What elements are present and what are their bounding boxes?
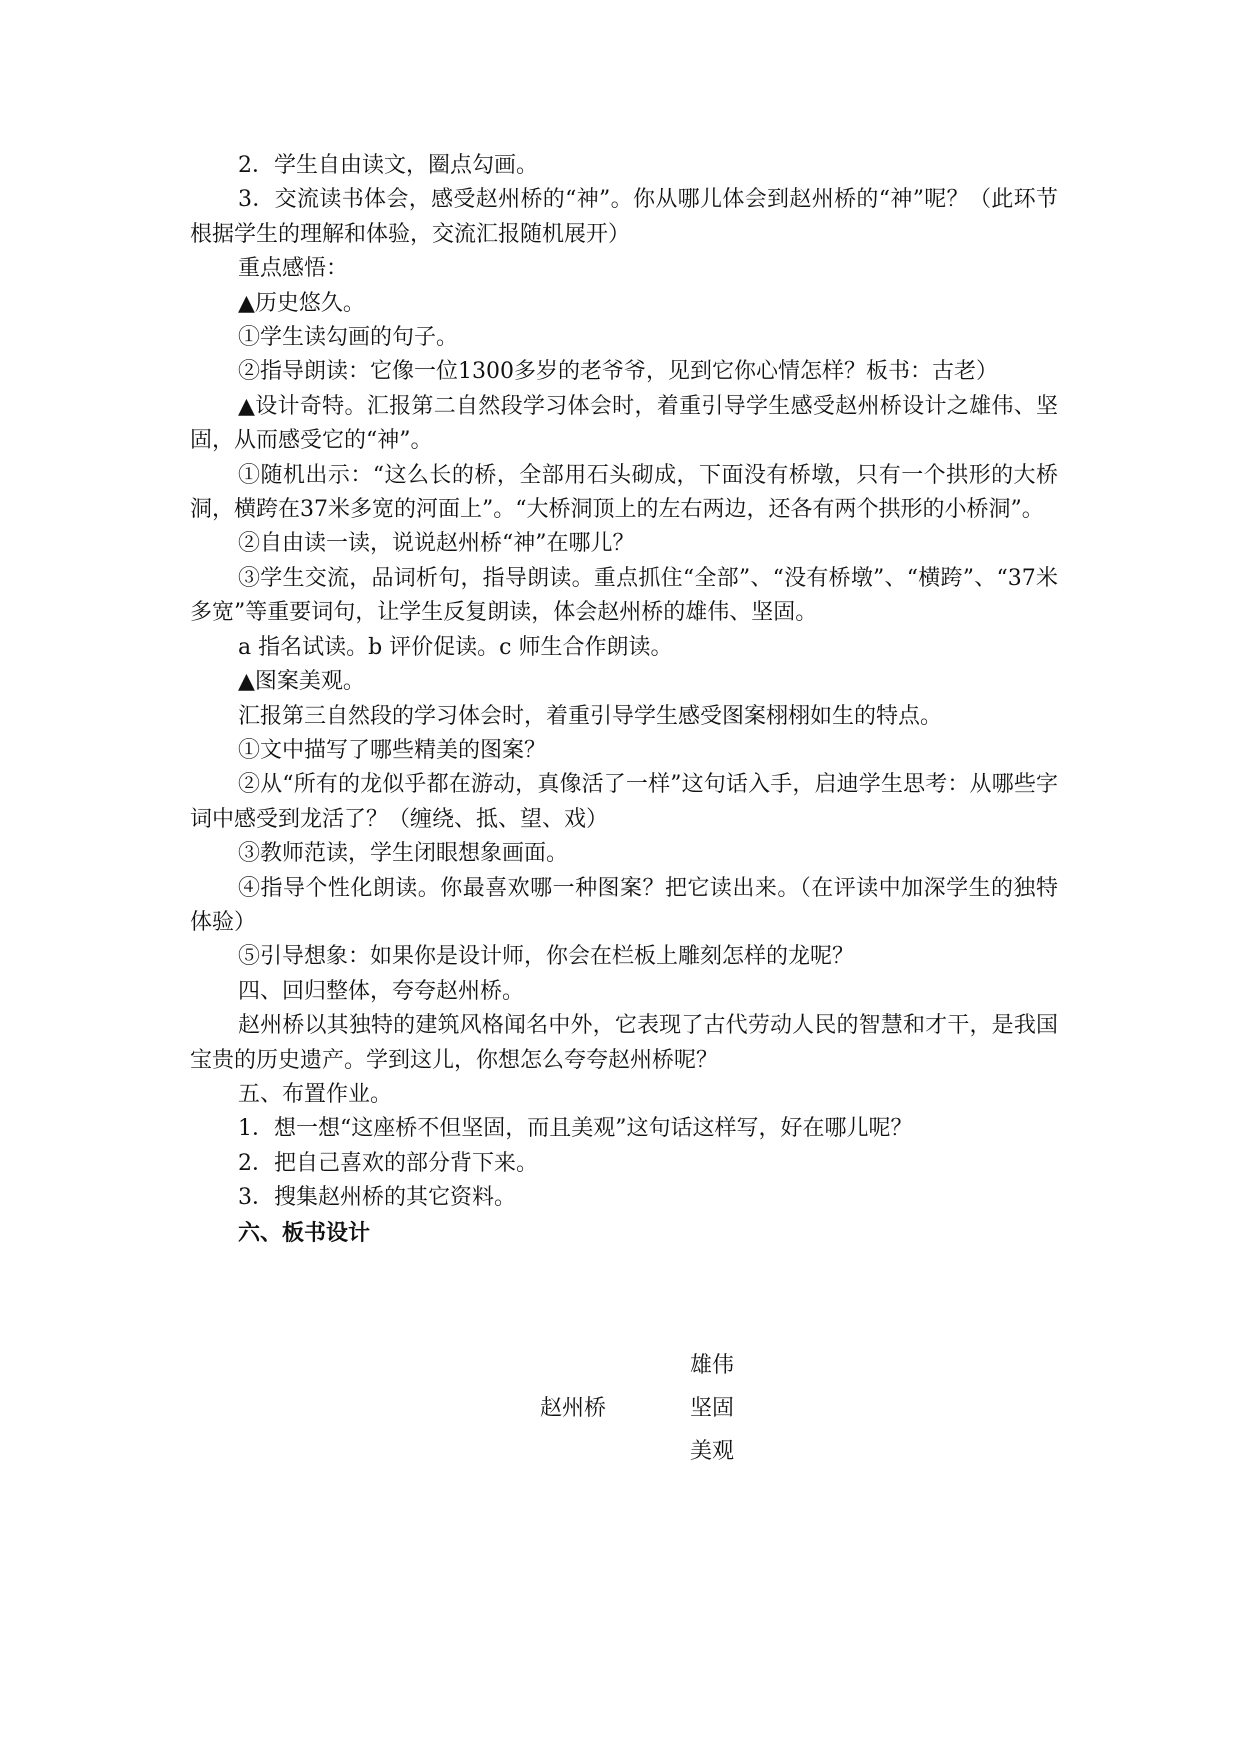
paragraph-7: ▲设计奇特。汇报第二自然段学习体会时，着重引导学生感受赵州桥设计之雄伟、坚固，从而感受它的“神”。: [190, 393, 1058, 454]
paragraph-12: ▲图案美观。: [238, 669, 365, 695]
paragraph-15: ②从“所有的龙似乎都在游动，真像活了一样”这句话入手，启迪学生思考：从哪些字词中感受到龙活了？（缠绕、抵、望、戏）: [190, 772, 1058, 832]
paragraph-1: 2．学生自由读文，圈点勾画。: [238, 153, 538, 178]
paragraph-22: 1．想一想“这座桥不但坚固，而且美观”这句话这样写，好在哪儿呢？: [238, 1116, 913, 1142]
paragraph-9: ②自由读一读，说说赵州桥“神”在哪儿？: [238, 531, 635, 557]
paragraph-18: ⑤引导想象：如果你是设计师，你会在栏板上雕刻怎样的龙呢？: [238, 944, 855, 970]
board-point-3: 美观: [690, 1439, 735, 1464]
paragraph-11: a 指名试读。b 评价促读。c 师生合作朗读。: [238, 634, 673, 660]
paragraph-8: ①随机出示：“这么长的桥，全部用石头砌成，下面没有桥墩，只有一个拱形的大桥洞，横跨在37米多宽的河面上”。“大桥洞顶上的左右两边，还各有两个拱形的小桥洞”。: [190, 462, 1058, 523]
paragraph-6: ②指导朗读：它像一位1300多岁的老爷爷，见到它你心情怎样？板书：古老）: [238, 359, 998, 385]
paragraph-19: 四、回归整体，夸夸赵州桥。: [238, 978, 525, 1004]
paragraph-24: 3．搜集赵州桥的其它资料。: [238, 1185, 516, 1211]
paragraph-20: 赵州桥以其独特的建筑风格闻名中外，它表现了古代劳动人民的智慧和才干，是我国宝贵的历史遗产。学到这儿，你想怎么夸夸赵州桥呢？: [190, 1013, 1058, 1073]
paragraph-14: ①文中描写了哪些精美的图案？: [238, 737, 547, 763]
paragraph-5: ①学生读勾画的句子。: [238, 325, 459, 351]
paragraph-23: 2．把自己喜欢的部分背下来。: [238, 1150, 538, 1176]
paragraph-3: 重点感悟：: [238, 256, 349, 282]
body-text: [190, 149, 1058, 1250]
paragraph-4: ▲历史悠久。: [238, 290, 365, 316]
paragraph-13: 汇报第三自然段的学习体会时，着重引导学生感受图案栩栩如生的特点。: [238, 703, 943, 729]
paragraph-21: 五、布置作业。: [238, 1081, 393, 1107]
paragraph-17: ④指导个性化朗读。你最喜欢哪一种图案？把它读出来。（在评读中加深学生的独特体验）: [190, 875, 1058, 935]
board-point-2: 坚固: [690, 1396, 735, 1421]
section-heading-board-design: 六、板书设计: [238, 1219, 371, 1246]
paragraph-16: ③教师范读，学生闭眼想象画面。: [238, 841, 569, 867]
paragraph-2: 3．交流读书体会，感受赵州桥的“神”。你从哪儿体会到赵州桥的“神”呢？（此环节根据学生的理解和体验，交流汇报随机展开）: [190, 187, 1058, 247]
board-main-label: 赵州桥: [540, 1396, 607, 1421]
paragraph-10: ③学生交流，品词析句，指导朗读。重点抓住“全部”、“没有桥墩”、“横跨”、“37米多宽”等重要词句，让学生反复朗读，体会赵州桥的雄伟、坚固。: [190, 565, 1058, 626]
board-point-1: 雄伟: [690, 1353, 735, 1378]
